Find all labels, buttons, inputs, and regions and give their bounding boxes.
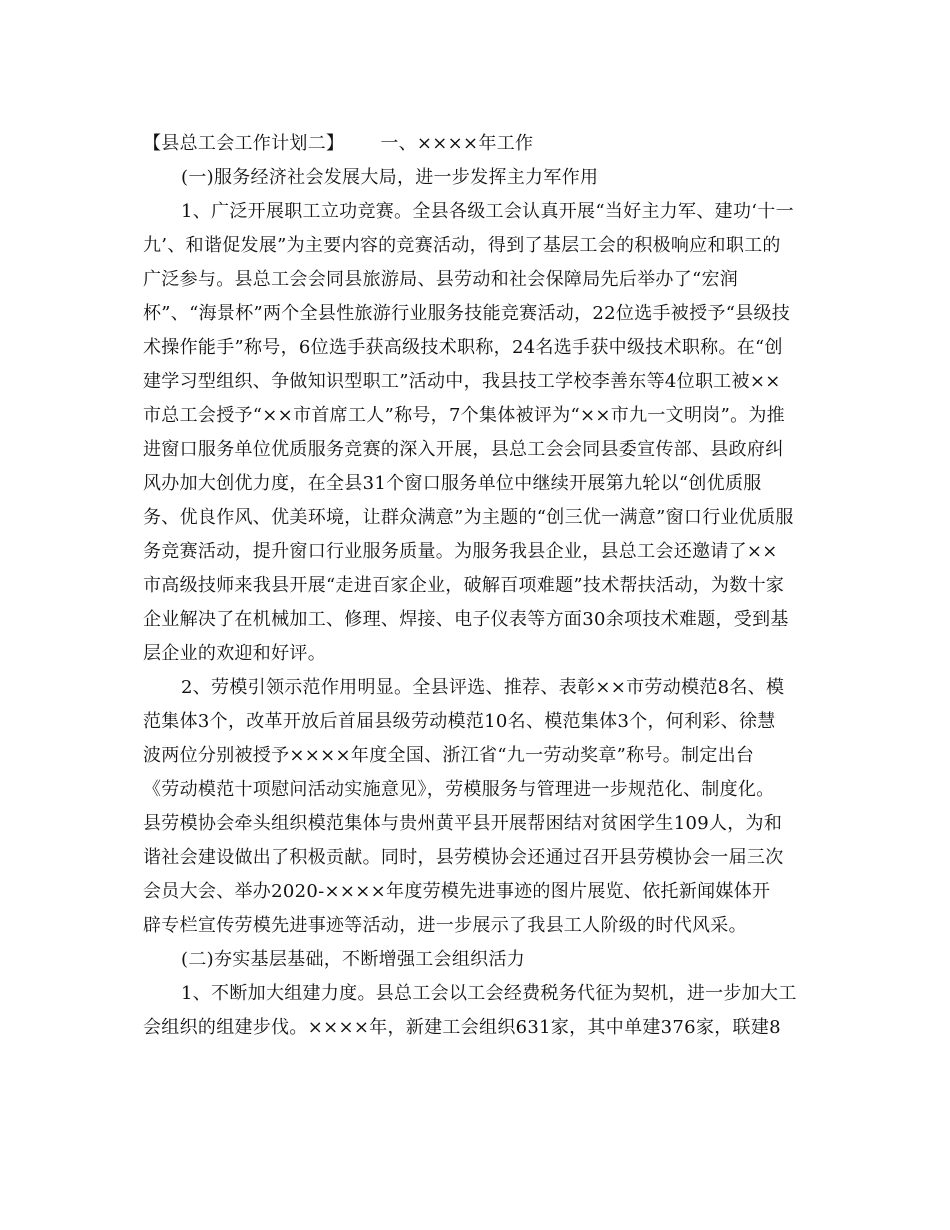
text-line: 务竞赛活动，提升窗口行业服务质量。为服务我县企业，县总工会还邀请了×× xyxy=(143,541,778,562)
header-title: 【县总工会工作计划二】 xyxy=(143,133,345,154)
text-line: 辟专栏宣传劳模先进事迹等活动，进一步展示了我县工人阶级的时代风采。 xyxy=(143,915,747,936)
text-line: 会员大会、举办2020-××××年度劳模先进事迹的图片展览、依托新闻媒体开 xyxy=(143,881,771,902)
text-line: 广泛参与。县总工会会同县旅游局、县劳动和社会保障局先后举办了“宏润 xyxy=(143,269,739,290)
text-line: 范集体3个，改革开放后首届县级劳动模范10名、模范集体3个，何利彩、徐慧 xyxy=(143,711,776,732)
text-line: 谐社会建设做出了积极贡献。同时，县劳模协会还通过召开县劳模协会一届三次 xyxy=(143,847,784,868)
text-line: 杯”、“海景杯”两个全县性旅游行业服务技能竞赛活动，22位选手被授予“县级技 xyxy=(143,303,791,324)
header-line xyxy=(143,127,807,161)
text-line: (二)夯实基层基础，不断增强工会组织活力 xyxy=(181,949,526,970)
text-line: 进窗口服务单位优质服务竞赛的深入开展，县总工会会同县委宣传部、县政府纠 xyxy=(143,439,784,460)
text-line: 务、优良作风、优美环境，让群众满意”为主题的“创三优一满意”窗口行业优质服 xyxy=(143,507,794,528)
text-line: 风办加大创优力度，在全县31个窗口服务单位中继续开展第九轮以“创优质服 xyxy=(143,473,762,494)
header-section: 一、××××年工作 xyxy=(380,133,534,154)
text-line: (一)服务经济社会发展大局，进一步发挥主力军作用 xyxy=(181,167,599,188)
document-body xyxy=(143,127,807,1045)
paragraph-lines xyxy=(143,161,807,1045)
text-line: 企业解决了在机械加工、修理、焊接、电子仪表等方面30余项技术难题，受到基 xyxy=(143,609,789,630)
text-line: 建学习型组织、争做知识型职工”活动中，我县技工学校李善东等4位职工被×× xyxy=(143,371,781,392)
text-line: 九’、和谐促发展”为主要内容的竞赛活动，得到了基层工会的积极响应和职工的 xyxy=(143,235,781,256)
text-line: 术操作能手”称号，6位选手获高级技术职称，24名选手获中级技术职称。在“创 xyxy=(143,337,783,358)
text-line: 1、不断加大组建力度。县总工会以工会经费税务代征为契机，进一步加大工 xyxy=(181,983,797,1004)
text-line: 1、广泛开展职工立功竞赛。全县各级工会认真开展“当好主力军、建功‘十一 xyxy=(181,201,794,222)
text-line: 层企业的欢迎和好评。 xyxy=(143,643,326,664)
text-line: 市总工会授予“××市首席工人”称号，7个集体被评为“××市九一文明岗”。为推 xyxy=(143,405,785,426)
text-line: 2、劳模引领示范作用明显。全县评选、推荐、表彰××市劳动模范8名、模 xyxy=(181,677,785,698)
text-line: 县劳模协会牵头组织模范集体与贵州黄平县开展帮困结对贫困学生109人，为和 xyxy=(143,813,783,834)
text-line: 市高级技师来我县开展“走进百家企业，破解百项难题”技术帮扶活动，为数十家 xyxy=(143,575,785,596)
text-line: 《劳动模范十项慰问活动实施意见》，劳模服务与管理进一步规范化、制度化。 xyxy=(143,779,775,800)
text-line: 波两位分别被授予××××年度全国、浙江省“九一劳动奖章”称号。制定出台 xyxy=(143,745,755,766)
text-line: 会组织的组建步伐。××××年，新建工会组织631家，其中单建376家，联建8 xyxy=(143,1017,781,1038)
